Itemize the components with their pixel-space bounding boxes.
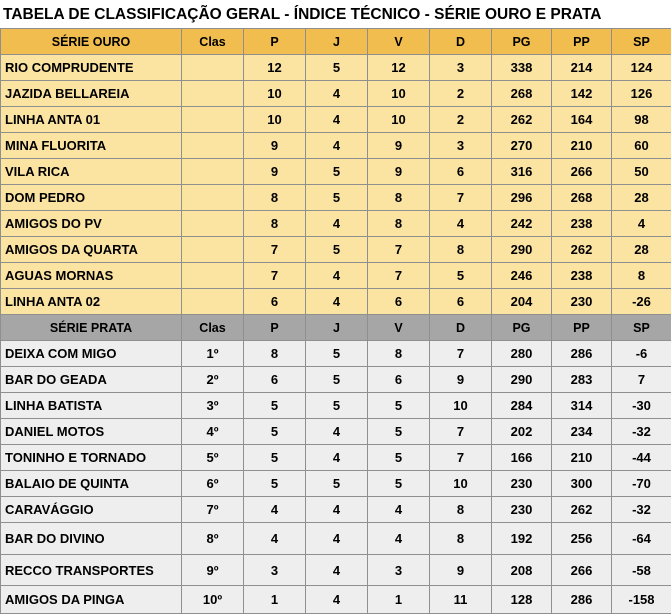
cell-points-for: 246 <box>492 263 552 289</box>
cell-points-for: 204 <box>492 289 552 315</box>
cell-played: 4 <box>306 81 368 107</box>
table-row <box>1 133 671 159</box>
cell-played: 5 <box>306 471 368 497</box>
cell-team-name: DANIEL MOTOS <box>1 419 182 445</box>
cell-losses: 2 <box>430 107 492 133</box>
cell-team-name: JAZIDA BELLAREIA <box>1 81 182 107</box>
cell-points: 10 <box>244 107 306 133</box>
cell-points-for: 290 <box>492 237 552 263</box>
cell-points-against: 164 <box>552 107 612 133</box>
cell-team-name: BAR DO DIVINO <box>1 523 182 555</box>
table-row <box>1 419 671 445</box>
cell-points-diff: -6 <box>612 341 671 367</box>
cell-team-name: LINHA BATISTA <box>1 393 182 419</box>
cell-losses: 6 <box>430 159 492 185</box>
cell-points-for: 290 <box>492 367 552 393</box>
cell-played: 5 <box>306 55 368 81</box>
cell-clas <box>182 289 244 315</box>
cell-team-name: AGUAS MORNAS <box>1 263 182 289</box>
cell-points: 6 <box>244 367 306 393</box>
table-row <box>1 471 671 497</box>
cell-points-for: 268 <box>492 81 552 107</box>
cell-played: 4 <box>306 586 368 614</box>
cell-points-against: 286 <box>552 586 612 614</box>
cell-played: 5 <box>306 341 368 367</box>
cell-points-for: 280 <box>492 341 552 367</box>
cell-played: 4 <box>306 289 368 315</box>
cell-points-diff: -44 <box>612 445 671 471</box>
column-header-points: P <box>244 315 306 341</box>
column-header-wins: V <box>368 29 430 55</box>
page-title: TABELA DE CLASSIFICAÇÃO GERAL - ÍNDICE TÉCNICO - SÉRIE OURO E PRATA <box>3 3 602 27</box>
section-header-prata <box>1 315 671 341</box>
cell-losses: 8 <box>430 523 492 555</box>
cell-points-diff: 28 <box>612 237 671 263</box>
cell-points: 10 <box>244 81 306 107</box>
cell-points-for: 296 <box>492 185 552 211</box>
column-header-points-against: PP <box>552 29 612 55</box>
cell-points-against: 210 <box>552 133 612 159</box>
cell-points: 5 <box>244 393 306 419</box>
cell-clas: 6º <box>182 471 244 497</box>
cell-points: 5 <box>244 445 306 471</box>
cell-points: 6 <box>244 289 306 315</box>
column-header-wins: V <box>368 315 430 341</box>
cell-wins: 4 <box>368 523 430 555</box>
column-header-team-name: SÉRIE OURO <box>1 29 182 55</box>
cell-points-against: 214 <box>552 55 612 81</box>
cell-wins: 5 <box>368 445 430 471</box>
cell-losses: 3 <box>430 133 492 159</box>
cell-clas: 7º <box>182 497 244 523</box>
cell-team-name: BAR DO GEADA <box>1 367 182 393</box>
table-row <box>1 55 671 81</box>
cell-points-for: 262 <box>492 107 552 133</box>
column-header-clas: Clas <box>182 315 244 341</box>
cell-points-diff: -30 <box>612 393 671 419</box>
cell-team-name: TONINHO E TORNADO <box>1 445 182 471</box>
cell-played: 4 <box>306 107 368 133</box>
column-header-points-against: PP <box>552 315 612 341</box>
cell-losses: 11 <box>430 586 492 614</box>
standings-body <box>1 29 671 614</box>
cell-points-for: 128 <box>492 586 552 614</box>
table-row <box>1 263 671 289</box>
cell-points-against: 256 <box>552 523 612 555</box>
column-header-clas: Clas <box>182 29 244 55</box>
cell-points: 9 <box>244 159 306 185</box>
cell-team-name: BALAIO DE QUINTA <box>1 471 182 497</box>
cell-played: 5 <box>306 159 368 185</box>
cell-points-against: 262 <box>552 237 612 263</box>
cell-points: 3 <box>244 555 306 586</box>
cell-losses: 6 <box>430 289 492 315</box>
column-header-losses: D <box>430 315 492 341</box>
cell-points-against: 266 <box>552 555 612 586</box>
cell-points-diff: 50 <box>612 159 671 185</box>
cell-losses: 10 <box>430 471 492 497</box>
cell-losses: 8 <box>430 237 492 263</box>
cell-played: 5 <box>306 367 368 393</box>
cell-points-diff: 124 <box>612 55 671 81</box>
cell-points: 5 <box>244 471 306 497</box>
cell-losses: 7 <box>430 341 492 367</box>
cell-points-for: 208 <box>492 555 552 586</box>
table-row <box>1 211 671 237</box>
cell-points-diff: 98 <box>612 107 671 133</box>
standings-table <box>0 28 671 614</box>
cell-points: 8 <box>244 211 306 237</box>
cell-points-diff: 4 <box>612 211 671 237</box>
cell-losses: 2 <box>430 81 492 107</box>
cell-wins: 1 <box>368 586 430 614</box>
cell-points-for: 338 <box>492 55 552 81</box>
cell-team-name: AMIGOS DA PINGA <box>1 586 182 614</box>
cell-losses: 7 <box>430 419 492 445</box>
table-row <box>1 555 671 586</box>
cell-clas: 9º <box>182 555 244 586</box>
cell-points: 5 <box>244 419 306 445</box>
cell-team-name: VILA RICA <box>1 159 182 185</box>
cell-played: 4 <box>306 555 368 586</box>
cell-points-diff: 60 <box>612 133 671 159</box>
cell-wins: 9 <box>368 159 430 185</box>
cell-points: 7 <box>244 263 306 289</box>
cell-losses: 8 <box>430 497 492 523</box>
cell-clas: 4º <box>182 419 244 445</box>
cell-points-diff: -58 <box>612 555 671 586</box>
cell-points-diff: -26 <box>612 289 671 315</box>
cell-points-against: 266 <box>552 159 612 185</box>
cell-clas <box>182 107 244 133</box>
cell-points-for: 166 <box>492 445 552 471</box>
cell-points-against: 300 <box>552 471 612 497</box>
cell-points-for: 230 <box>492 471 552 497</box>
column-header-points-for: PG <box>492 315 552 341</box>
cell-points-against: 230 <box>552 289 612 315</box>
cell-team-name: LINHA ANTA 02 <box>1 289 182 315</box>
table-row <box>1 185 671 211</box>
column-header-points: P <box>244 29 306 55</box>
table-row <box>1 445 671 471</box>
cell-wins: 8 <box>368 341 430 367</box>
cell-played: 5 <box>306 185 368 211</box>
cell-points-against: 286 <box>552 341 612 367</box>
cell-points-against: 283 <box>552 367 612 393</box>
table-row <box>1 523 671 555</box>
cell-points: 9 <box>244 133 306 159</box>
cell-points-against: 238 <box>552 211 612 237</box>
cell-clas: 3º <box>182 393 244 419</box>
cell-points: 1 <box>244 586 306 614</box>
cell-team-name: AMIGOS DO PV <box>1 211 182 237</box>
cell-clas <box>182 237 244 263</box>
cell-team-name: MINA FLUORITA <box>1 133 182 159</box>
cell-wins: 5 <box>368 393 430 419</box>
cell-team-name: LINHA ANTA 01 <box>1 107 182 133</box>
cell-points-diff: -32 <box>612 419 671 445</box>
cell-clas: 8º <box>182 523 244 555</box>
table-row <box>1 289 671 315</box>
cell-points-diff: 126 <box>612 81 671 107</box>
cell-points: 4 <box>244 523 306 555</box>
cell-points-for: 284 <box>492 393 552 419</box>
cell-team-name: CARAVÁGGIO <box>1 497 182 523</box>
cell-losses: 3 <box>430 55 492 81</box>
cell-points-against: 314 <box>552 393 612 419</box>
column-header-points-for: PG <box>492 29 552 55</box>
cell-wins: 5 <box>368 419 430 445</box>
cell-wins: 10 <box>368 107 430 133</box>
cell-points-diff: -64 <box>612 523 671 555</box>
cell-clas <box>182 133 244 159</box>
table-row <box>1 393 671 419</box>
cell-wins: 9 <box>368 133 430 159</box>
column-header-played: J <box>306 29 368 55</box>
table-row <box>1 107 671 133</box>
cell-team-name: DEIXA COM MIGO <box>1 341 182 367</box>
cell-points-against: 238 <box>552 263 612 289</box>
cell-points: 8 <box>244 341 306 367</box>
table-row <box>1 341 671 367</box>
column-header-played: J <box>306 315 368 341</box>
cell-clas <box>182 55 244 81</box>
cell-points: 4 <box>244 497 306 523</box>
cell-clas <box>182 159 244 185</box>
cell-losses: 7 <box>430 445 492 471</box>
cell-clas <box>182 81 244 107</box>
cell-team-name: DOM PEDRO <box>1 185 182 211</box>
cell-points-for: 316 <box>492 159 552 185</box>
cell-points-for: 202 <box>492 419 552 445</box>
cell-points: 12 <box>244 55 306 81</box>
cell-points-against: 262 <box>552 497 612 523</box>
cell-points-diff: -158 <box>612 586 671 614</box>
cell-points-diff: -70 <box>612 471 671 497</box>
cell-played: 4 <box>306 497 368 523</box>
cell-clas <box>182 263 244 289</box>
cell-clas: 2º <box>182 367 244 393</box>
cell-wins: 3 <box>368 555 430 586</box>
table-row <box>1 497 671 523</box>
cell-points: 7 <box>244 237 306 263</box>
cell-points-diff: 7 <box>612 367 671 393</box>
cell-team-name: RIO COMPRUDENTE <box>1 55 182 81</box>
cell-losses: 9 <box>430 367 492 393</box>
table-row <box>1 81 671 107</box>
cell-played: 5 <box>306 393 368 419</box>
table-row <box>1 367 671 393</box>
cell-losses: 5 <box>430 263 492 289</box>
cell-losses: 4 <box>430 211 492 237</box>
cell-clas: 1º <box>182 341 244 367</box>
cell-points-diff: -32 <box>612 497 671 523</box>
column-header-points-diff: SP <box>612 315 671 341</box>
cell-wins: 10 <box>368 81 430 107</box>
cell-played: 4 <box>306 445 368 471</box>
cell-played: 4 <box>306 523 368 555</box>
table-row <box>1 586 671 614</box>
column-header-losses: D <box>430 29 492 55</box>
cell-wins: 7 <box>368 237 430 263</box>
cell-points-diff: 28 <box>612 185 671 211</box>
cell-wins: 6 <box>368 367 430 393</box>
cell-points-for: 242 <box>492 211 552 237</box>
cell-points-against: 234 <box>552 419 612 445</box>
cell-points-for: 230 <box>492 497 552 523</box>
cell-played: 5 <box>306 237 368 263</box>
cell-points-against: 210 <box>552 445 612 471</box>
cell-losses: 9 <box>430 555 492 586</box>
cell-wins: 5 <box>368 471 430 497</box>
cell-clas: 5º <box>182 445 244 471</box>
cell-points-for: 192 <box>492 523 552 555</box>
cell-clas: 10º <box>182 586 244 614</box>
table-row <box>1 237 671 263</box>
cell-wins: 8 <box>368 185 430 211</box>
cell-wins: 12 <box>368 55 430 81</box>
cell-points-diff: 8 <box>612 263 671 289</box>
section-header-ouro <box>1 29 671 55</box>
cell-points-against: 268 <box>552 185 612 211</box>
column-header-points-diff: SP <box>612 29 671 55</box>
cell-losses: 10 <box>430 393 492 419</box>
cell-played: 4 <box>306 211 368 237</box>
cell-points-for: 270 <box>492 133 552 159</box>
cell-points: 8 <box>244 185 306 211</box>
cell-played: 4 <box>306 419 368 445</box>
cell-team-name: RECCO TRANSPORTES <box>1 555 182 586</box>
cell-team-name: AMIGOS DA QUARTA <box>1 237 182 263</box>
cell-wins: 6 <box>368 289 430 315</box>
cell-wins: 4 <box>368 497 430 523</box>
cell-clas <box>182 211 244 237</box>
cell-played: 4 <box>306 133 368 159</box>
cell-wins: 8 <box>368 211 430 237</box>
cell-clas <box>182 185 244 211</box>
cell-wins: 7 <box>368 263 430 289</box>
cell-losses: 7 <box>430 185 492 211</box>
table-row <box>1 159 671 185</box>
cell-played: 4 <box>306 263 368 289</box>
cell-points-against: 142 <box>552 81 612 107</box>
column-header-team-name: SÉRIE PRATA <box>1 315 182 341</box>
